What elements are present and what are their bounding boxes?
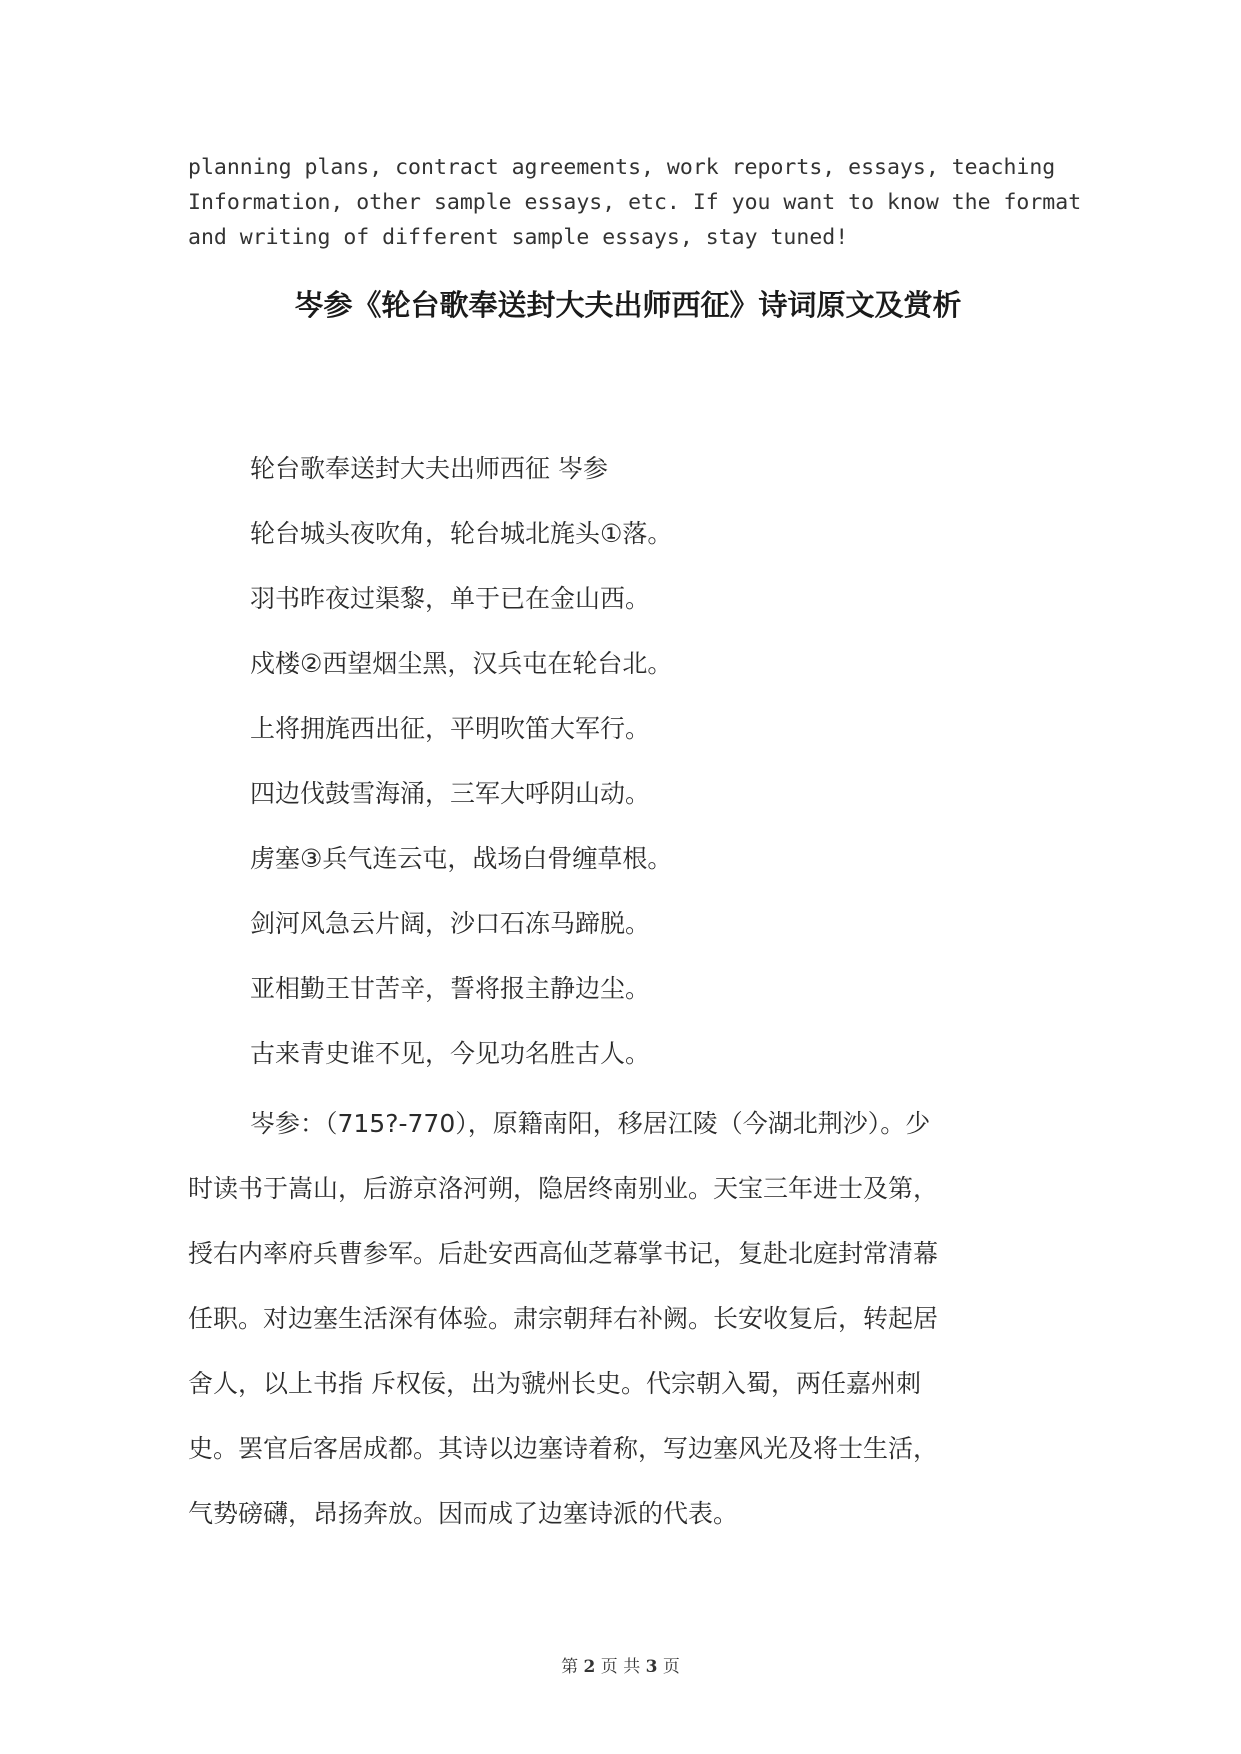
- total-page-number: 3: [645, 1657, 658, 1677]
- bio-line: 气势磅礴，昂扬奔放。因而成了边塞诗派的代表。: [188, 1499, 739, 1528]
- bio-line: 史。罢官后客居成都。其诗以边塞诗着称，写边塞风光及将士生活，: [188, 1434, 939, 1463]
- bio-line: 舍人，以上书指 斥权佞，出为虢州长史。代宗朝入蜀，两任嘉州刺: [188, 1369, 921, 1398]
- bio-line: 授右内率府兵曹参军。后赴安西高仙芝幕掌书记，复赴北庭封常清幕: [188, 1239, 939, 1268]
- poem-line: 羽书昨夜过渠黎，单于已在金山西。: [250, 584, 651, 613]
- bio-line: 岑参：（715?-770），原籍南阳，移居江陵（今湖北荆沙）。少: [250, 1109, 931, 1138]
- footer-suffix: 页: [662, 1657, 680, 1677]
- poem-line: 虏塞③兵气连云屯，战场白骨缠草根。: [250, 844, 673, 873]
- intro-line: Information, other sample essays, etc. If you want to know the format: [188, 190, 1082, 215]
- intro-paragraph: [188, 150, 1082, 255]
- footer-middle: 页 共: [600, 1657, 641, 1677]
- intro-line: and writing of different sample essays, stay tuned!: [188, 225, 849, 250]
- footer-prefix: 第: [561, 1657, 579, 1677]
- poem-line: 上将拥旄西出征，平明吹笛大军行。: [250, 714, 651, 743]
- current-page-number: 2: [583, 1657, 596, 1677]
- document-title: 岑参《轮台歌奉送封大夫出师西征》诗词原文及赏析: [294, 288, 962, 322]
- page-number-footer: [0, 1655, 1241, 1679]
- poem-line: 戍楼②西望烟尘黑，汉兵屯在轮台北。: [250, 649, 673, 678]
- poem-text: [250, 447, 1070, 1097]
- poem-line: 亚相勤王甘苦辛，誓将报主静边尘。: [250, 974, 651, 1003]
- poem-line: 四边伐鼓雪海涌，三军大呼阴山动。: [250, 779, 651, 808]
- poem-heading: 轮台歌奉送封大夫出师西征 岑参: [250, 454, 608, 483]
- poem-line: 轮台城头夜吹角，轮台城北旄头①落。: [250, 519, 673, 548]
- author-bio-paragraph: [188, 1102, 1068, 1557]
- poem-line: 古来青史谁不见，今见功名胜古人。: [250, 1039, 651, 1068]
- intro-line: planning plans, contract agreements, work reports, essays, teaching: [188, 155, 1056, 180]
- bio-line: 时读书于嵩山，后游京洛河朔，隐居终南别业。天宝三年进士及第，: [188, 1174, 939, 1203]
- bio-line: 任职。对边塞生活深有体验。肃宗朝拜右补阙。长安收复后，转起居: [188, 1304, 939, 1333]
- poem-line: 剑河风急云片阔，沙口石冻马蹄脱。: [250, 909, 651, 938]
